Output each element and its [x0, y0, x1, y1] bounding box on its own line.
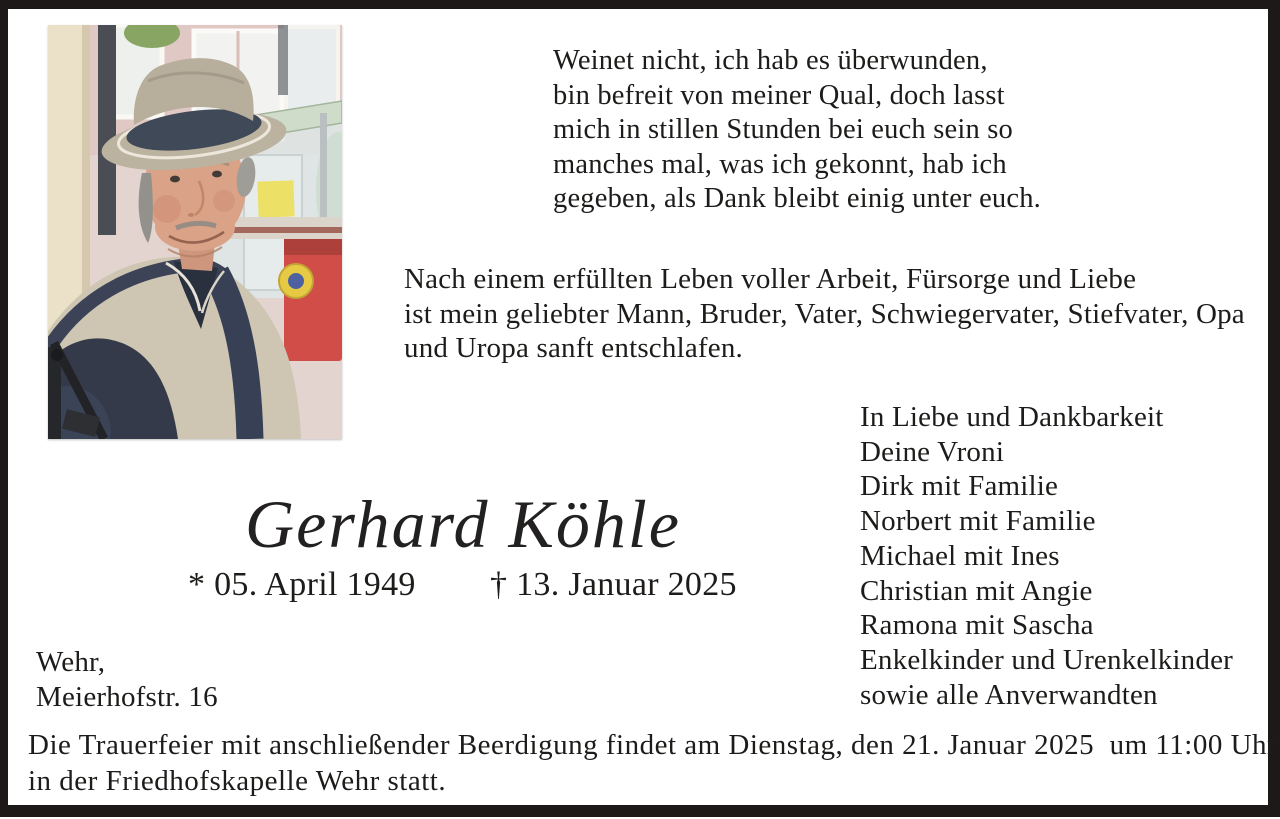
portrait-photo [48, 25, 342, 439]
portrait-photo-illustration [48, 25, 342, 439]
announcement-text [404, 262, 1245, 366]
funeral-info [28, 728, 1277, 799]
poem-line: bin befreit von meiner Qual, doch lasst [553, 79, 1005, 111]
death-date: † 13. Januar 2025 [490, 566, 737, 603]
mourner-line: Michael mit Ines [860, 539, 1060, 572]
announcement-line: und Uropa sanft entschlafen. [404, 332, 743, 365]
mourner-line: Norbert mit Familie [860, 505, 1096, 538]
funeral-line: in der Friedhofskapelle Wehr statt. [28, 764, 447, 797]
mourner-line: Deine Vroni [860, 435, 1005, 468]
address-line: Wehr, [36, 646, 106, 678]
deceased-name: Gerhard Köhle [245, 486, 681, 562]
birth-date: * 05. April 1949 [188, 566, 416, 603]
announcement-line: ist mein geliebter Mann, Bruder, Vater, Schwiegervater, Stiefvater, Opa [404, 297, 1245, 330]
frame-border-top [0, 0, 1280, 9]
funeral-line: Die Trauerfeier mit anschließender Beerdigung findet am Dienstag, den 21. Januar 2025 um 11:00 Uhr [28, 729, 1278, 761]
poem-line: gegeben, als Dank bleibt einig unter euch. [553, 183, 1041, 215]
frame-border-bottom [0, 805, 1280, 817]
address-line: Meierhofstr. 16 [36, 681, 218, 713]
mourner-line: sowie alle Anverwandten [860, 678, 1158, 711]
poem-line: manches mal, was ich gekonnt, hab ich [553, 148, 1007, 180]
poem-line: Weinet nicht, ich hab es überwunden, [553, 45, 988, 76]
photo-light-wash [48, 25, 342, 439]
mourners-list [860, 400, 1233, 712]
announcement-line: Nach einem erfüllten Leben voller Arbeit, Fürsorge und Liebe [404, 263, 1137, 295]
frame-border-right [1268, 0, 1280, 817]
memorial-poem [553, 44, 1041, 217]
mourner-line: Enkelkinder und Urenkelkinder [860, 643, 1234, 676]
poem-line: mich in stillen Stunden bei euch sein so [553, 114, 1013, 146]
mourner-line: Dirk mit Familie [860, 470, 1059, 503]
mourner-line: Christian mit Angie [860, 574, 1093, 607]
mourner-line: In Liebe und Dankbarkeit [860, 401, 1164, 433]
address-block [36, 645, 218, 715]
frame-border-left [0, 0, 8, 817]
mourner-line: Ramona mit Sascha [860, 609, 1094, 642]
